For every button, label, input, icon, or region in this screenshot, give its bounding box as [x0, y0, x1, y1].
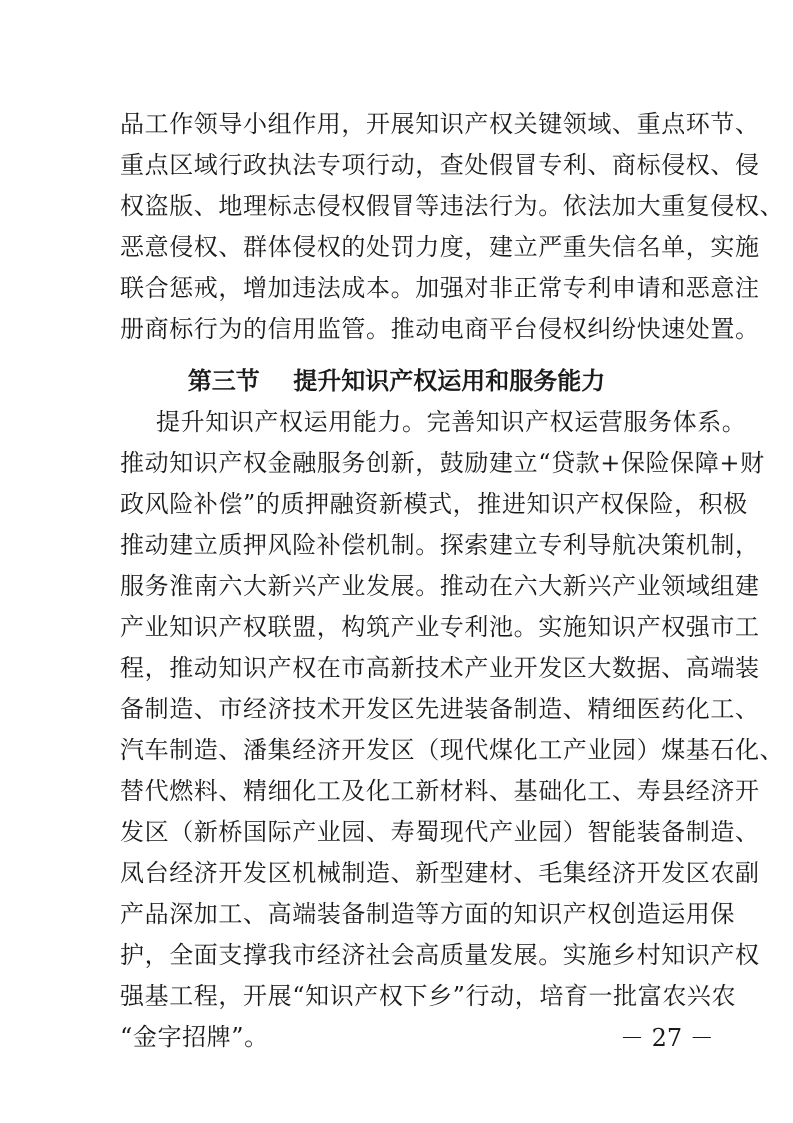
- paragraph-line: 发区（新桥国际产业园、寿蜀现代产业园）智能装备制造、: [120, 818, 760, 846]
- paragraph-line: 护，全面支撑我市经济社会高质量发展。实施乡村知识产权: [120, 941, 760, 969]
- paragraph-line: 强基工程，开展“知识产权下乡”行动，培育一批富农兴农: [120, 982, 737, 1010]
- paragraph-line: 推动知识产权金融服务创新，鼓励建立“贷款+保险保障+财: [120, 449, 765, 477]
- paragraph-line: 产业知识产权联盟，构筑产业专利池。实施知识产权强市工: [120, 613, 760, 641]
- paragraph-line: 恶意侵权、群体侵权的处罚力度，建立严重失信名单，实施: [120, 233, 760, 261]
- paragraph-line: 替代燃料、精细化工及化工新材料、基础化工、寿县经济开: [120, 777, 760, 805]
- paragraph-line: 推动建立质押风险补偿机制。探索建立专利导航决策机制，: [120, 531, 760, 559]
- paragraph-line: 册商标行为的信用监管。推动电商平台侵权纠纷快速处置。: [120, 315, 760, 343]
- paragraph-line: 程，推动知识产权在市高新技术产业开发区大数据、高端装: [120, 654, 760, 682]
- page-number: － 27 －: [620, 1024, 714, 1052]
- paragraph-line: 汽车制造、潘集经济开发区（现代煤化工产业园）煤基石化、: [120, 736, 785, 764]
- paragraph-line: 政风险补偿”的质押融资新模式，推进知识产权保险，积极: [120, 490, 748, 518]
- paragraph-line: 权盗版、地理标志侵权假冒等违法行为。依法加大重复侵权、: [120, 192, 785, 220]
- paragraph-line: 品工作领导小组作用，开展知识产权关键领域、重点环节、: [120, 110, 760, 138]
- paragraph-line: 备制造、市经济技术开发区先进装备制造、精细医药化工、: [120, 695, 760, 723]
- section-heading: 第三节 提升知识产权运用和服务能力: [187, 366, 606, 395]
- paragraph-line: “金字招牌”。: [120, 1023, 269, 1051]
- paragraph-line: 重点区域行政执法专项行动，查处假冒专利、商标侵权、侵: [120, 151, 760, 179]
- paragraph-line: 凤台经济开发区机械制造、新型建材、毛集经济开发区农副: [120, 859, 760, 887]
- paragraph-line: 服务淮南六大新兴产业发展。推动在六大新兴产业领域组建: [120, 572, 760, 600]
- paragraph-line: 联合惩戒，增加违法成本。加强对非正常专利申请和恶意注: [120, 274, 760, 302]
- paragraph-line: 产品深加工、高端装备制造等方面的知识产权创造运用保: [120, 900, 735, 928]
- paragraph-line: 提升知识产权运用能力。完善知识产权运营服务体系。: [156, 408, 747, 436]
